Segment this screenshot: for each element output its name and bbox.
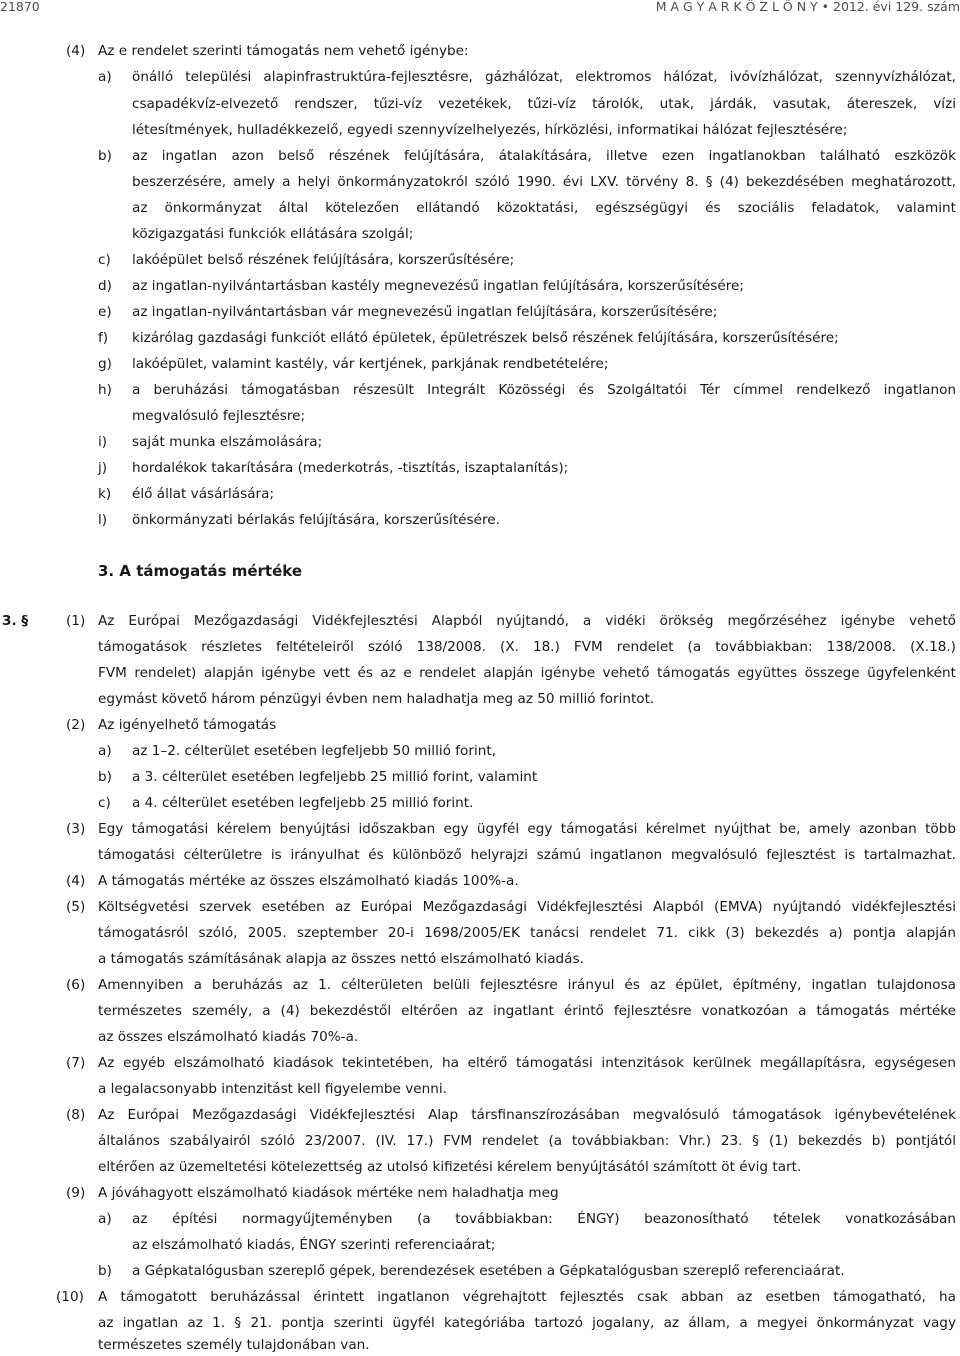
item-text: csapadékvíz-elvezető rendszer, tűzi-víz vezetékek, tűzi-víz tárolók, utak, járdák, vasutak, átereszek, vízi: [132, 96, 956, 112]
paragraph-text: Költségvetési szervek esetében az Európai Mezőgazdasági Vidékfejlesztési Alapból (EMVA) nyújtandó vidékfejlesztési: [98, 899, 956, 915]
paragraph-text: Amennyiben a beruházás az 1. célterületen belüli fejlesztésre irányul és az épület, építmény, ingatlan tulajdonosa: [98, 977, 956, 993]
paragraph-label: (9): [66, 1185, 86, 1201]
item-text: az elszámolható kiadás, ÉNGY szerinti referenciaárat;: [132, 1237, 496, 1253]
item-text: az ingatlan azon belső részének felújítására, átalakítására, illetve ezen ingatlanokban található eszközök: [132, 148, 956, 164]
paragraph-text: eltérően az üzemeltetési kötelezettség az utolsó kifizetési kérelem benyújtásától számított öt évig tart.: [98, 1159, 802, 1175]
item-text: megvalósuló fejlesztésre;: [132, 408, 306, 424]
item-label: i): [98, 434, 108, 450]
item-label: b): [98, 769, 112, 785]
item-text: a 3. célterület esetében legfeljebb 25 millió forint, valamint: [132, 769, 538, 785]
section-heading: 3. A támogatás mértéke: [98, 562, 303, 580]
item-text: az ingatlan-nyilvántartásban vár megnevezésű ingatlan felújítására, korszerűsítésére;: [132, 304, 718, 320]
paragraph-text: A támogatott beruházással érintett ingatlanon végrehajtott fejlesztés csak abban az esetben támogatható, ha: [98, 1289, 956, 1305]
paragraph-text: az összes elszámolható kiadás 70%-a.: [98, 1029, 359, 1045]
paragraph-label: (4): [66, 873, 86, 889]
item-label: f): [98, 330, 109, 346]
paragraph-text: Az Európai Mezőgazdasági Vidékfejlesztési Alap társfinanszírozásában megvalósuló támogatások igénybevételének: [98, 1107, 956, 1123]
paragraph-label: (8): [66, 1107, 86, 1123]
paragraph-text: FVM rendelet) alapján igénybe vett és az e rendelet alapján igénybe vehető támogatás együttes összege ügyfelenként: [98, 665, 956, 681]
paragraph-text: általános szabályairól szóló 23/2007. (IV. 17.) FVM rendelet (a továbbiakban: Vhr.) 23. § (1) bekezdés b) pontjától: [98, 1133, 956, 1149]
item-text: saját munka elszámolására;: [132, 434, 323, 450]
item-text: az önkormányzat által kötelezően ellátandó közoktatási, egészségügyi és szociális feladatok, valamint: [132, 200, 956, 216]
item-label: l): [98, 512, 108, 528]
item-text: az 1–2. célterület esetében legfeljebb 50 millió forint,: [132, 743, 497, 759]
paragraph-label: (5): [66, 899, 86, 915]
journal-title: M A G Y A R K Ö Z L Ö N Y • 2012. évi 129. szám: [655, 0, 960, 14]
item-label: c): [98, 252, 111, 268]
paragraph-text: természetes személy, a (4) bekezdéstől eltérően az ingatlant érintő fejlesztésre vonatkozóan a támogatás mértéke: [98, 1003, 956, 1019]
item-label: h): [98, 382, 112, 398]
item-label: a): [98, 743, 112, 759]
item-text: a Gépkatalógusban szereplő gépek, berendezések esetében a Gépkatalógusban szereplő referenciaárat.: [132, 1263, 845, 1279]
paragraph-text: az ingatlan az 1. § 21. pontja szerinti ügyfél kategóriába tartozó jogalany, az állam, a megyei önkormányzat vagy: [98, 1315, 956, 1331]
item-text: beszerzésére, amely a helyi önkormányzatokról szóló 1990. évi LXV. törvény 8. § (4) bekezdésében meghatározott,: [132, 174, 956, 190]
paragraph-text: támogatási célterületre is irányulhat és különböző helyrajzi számú ingatlanon megvalósuló fejlesztést is tartalmazhat.: [98, 847, 956, 863]
paragraph-text: támogatások részletes feltételeiről szóló 138/2008. (X. 18.) FVM rendelet (a továbbiakban: 138/2008. (X.18.): [98, 639, 956, 655]
item-text: hordalékok takarítására (mederkotrás, -tisztítás, iszaptalanítás);: [132, 460, 569, 476]
item-label: b): [98, 1263, 112, 1279]
item-text: önálló települési alapinfrastruktúra-fejlesztésre, gázhálózat, elektromos hálózat, ivóvízhálózat, szennyvízhálózat,: [132, 69, 956, 85]
paragraph-text: Egy támogatási kérelem benyújtási időszakban egy ügyfél egy támogatási kérelmet nyújthat be, amely azonban több: [98, 821, 956, 837]
paragraph-text: a legalacsonyabb intenzitást kell figyelembe venni.: [98, 1081, 447, 1097]
paragraph-label: (2): [66, 717, 86, 733]
item-label: a): [98, 1211, 112, 1227]
item-label: c): [98, 795, 111, 811]
paragraph-text: Az egyéb elszámolható kiadások tekintetében, ha eltérő támogatási intenzitások kerülnek megállapításra, egységesen: [98, 1055, 956, 1071]
item-text: lakóépület belső részének felújítására, korszerűsítésére;: [132, 252, 515, 268]
paragraph-label: (3): [66, 821, 86, 837]
paragraph-label: (7): [66, 1055, 86, 1071]
item-label: g): [98, 356, 112, 372]
item-label: d): [98, 278, 112, 294]
item-text: önkormányzati bérlakás felújítására, korszerűsítésére.: [132, 512, 500, 528]
page-number: 21870: [0, 0, 40, 14]
paragraph-text: Az Európai Mezőgazdasági Vidékfejlesztési Alapból nyújtandó, a vidéki örökség megőrzéséhez igénybe vehető: [98, 613, 956, 629]
paragraph-text: támogatásról szóló, 2005. szeptember 20-i 1698/2005/EK tanácsi rendelet 71. cikk (3) bekezdés a) pontja alapján: [98, 925, 956, 941]
item-label: j): [98, 460, 108, 476]
item-text: élő állat vásárlására;: [132, 486, 275, 502]
item-label: k): [98, 486, 112, 502]
item-text: közigazgatási funkciók ellátására szolgál;: [132, 226, 414, 242]
section-label: 3. §: [2, 613, 29, 629]
paragraph-text: A támogatás mértéke az összes elszámolható kiadás 100%-a.: [98, 873, 519, 889]
item-text: az építési normagyűjteményben (a továbbiakban: ÉNGY) beazonosítható tételek vonatkozásában: [132, 1211, 956, 1227]
paragraph-label: (10): [56, 1289, 84, 1305]
paragraph-label: (4): [66, 43, 86, 59]
paragraph-text: természetes személy tulajdonában van.: [98, 1337, 370, 1353]
item-text: az ingatlan-nyilvántartásban kastély megnevezésű ingatlan felújítására, korszerűsítésére;: [132, 278, 744, 294]
item-text: létesítmények, hulladékkezelő, egyedi szennyvízelhelyezés, hírközlési, informatikai hálózat fejlesztésére;: [132, 122, 848, 138]
item-text: kizárólag gazdasági funkciót ellátó épületek, épületrészek belső részének felújítására, korszerűsítésére;: [132, 330, 839, 346]
paragraph-label: (6): [66, 977, 86, 993]
paragraph-text: egymást követő három pénzügyi évben nem haladhatja meg az 50 millió forintot.: [98, 691, 655, 707]
paragraph-text: a támogatás számításának alapja az összes nettó elszámolható kiadás.: [98, 951, 584, 967]
paragraph-label: (1): [66, 613, 86, 629]
item-label: e): [98, 304, 112, 320]
paragraph-text: Az e rendelet szerinti támogatás nem vehető igénybe:: [98, 43, 469, 59]
item-label: b): [98, 148, 112, 164]
item-text: a 4. célterület esetében legfeljebb 25 millió forint.: [132, 795, 474, 811]
item-label: a): [98, 69, 112, 85]
paragraph-text: Az igényelhető támogatás: [98, 717, 277, 733]
item-text: a beruházási támogatásban részesült Integrált Közösségi és Szolgáltatói Tér címmel rendelkező ingatlanon: [132, 382, 956, 398]
item-text: lakóépület, valamint kastély, vár kertjének, parkjának rendbetételére;: [132, 356, 609, 372]
paragraph-text: A jóváhagyott elszámolható kiadások mértéke nem haladhatja meg: [98, 1185, 559, 1201]
